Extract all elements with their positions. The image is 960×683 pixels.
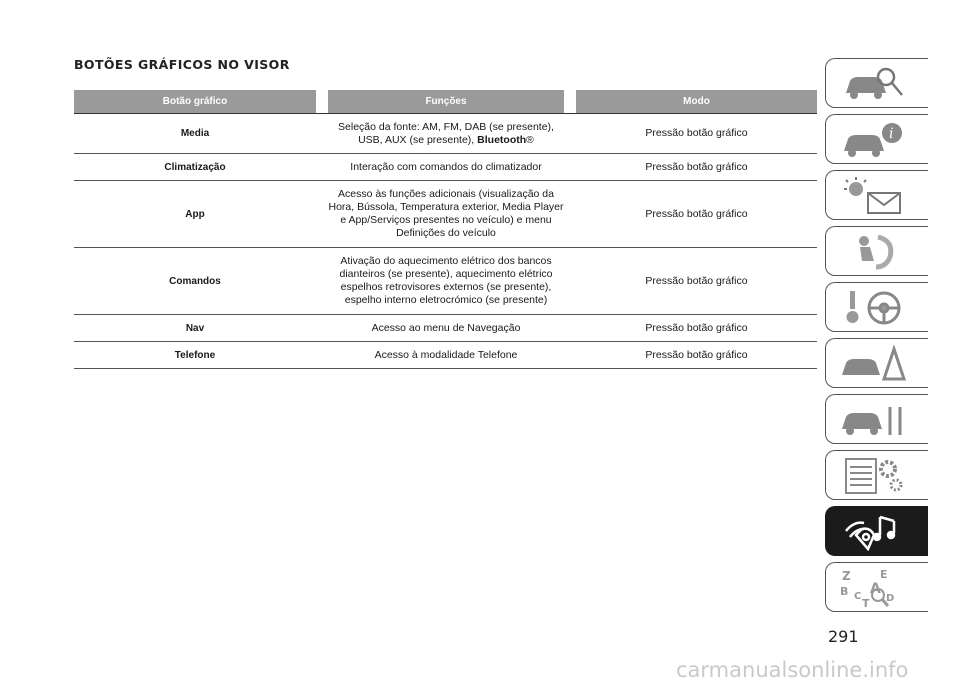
function-text: USB, AUX (se presente),	[358, 133, 478, 146]
document-gear-icon	[840, 457, 910, 495]
cell-button: Telefone	[174, 349, 216, 361]
table-row	[74, 154, 817, 181]
cell-mode: Pressão botão gráfico	[645, 321, 748, 334]
header-functions: Funções	[328, 90, 564, 113]
tab-car-info[interactable]	[825, 114, 928, 164]
cell-mode: Pressão botão gráfico	[645, 127, 748, 139]
cell-mode: Pressão botão gráfico	[645, 207, 748, 220]
tab-multimedia[interactable]	[825, 506, 928, 556]
tab-index[interactable]	[825, 562, 928, 612]
cell-function: Acesso às funções adicionais (visualização da Hora, Bússola, Temperatura exterior, Media Player e App/Serviços presentes no veículo) e menu Definições do veículo	[328, 188, 564, 239]
warning-lights-envelope-icon	[840, 177, 910, 215]
table-row	[74, 181, 817, 248]
cell-button: Climatização	[164, 161, 226, 173]
page-number: 291	[828, 627, 859, 646]
table-header	[74, 90, 817, 113]
tab-starting-driving[interactable]	[825, 282, 928, 332]
index-letter: D	[886, 593, 895, 604]
registered-mark: ®	[526, 133, 534, 146]
car-warning-triangle-icon	[840, 345, 910, 383]
watermark: carmanualsonline.info	[676, 658, 909, 682]
header-mode: Modo	[576, 90, 817, 113]
tab-technical-data[interactable]	[825, 450, 928, 500]
cell-button: Media	[180, 128, 210, 139]
function-text: Seleção da fonte: AM, FM, DAB (se presente),	[338, 120, 554, 133]
car-info-icon	[840, 121, 910, 159]
index-letter: C	[854, 591, 862, 602]
graphic-buttons-table	[74, 90, 817, 369]
cell-function: Interação com comandos do climatizador	[350, 160, 542, 173]
header-button: Botão gráfico	[74, 90, 316, 113]
cell-mode: Pressão botão gráfico	[645, 160, 748, 173]
tab-emergency[interactable]	[825, 338, 928, 388]
svg-text:i: i	[889, 126, 894, 142]
tab-safety[interactable]	[825, 226, 928, 276]
multimedia-music-icon	[840, 513, 910, 551]
page-title: BOTÕES GRÁFICOS NO VISOR	[74, 57, 290, 72]
cell-button: Comandos	[169, 275, 221, 287]
table-row	[74, 342, 817, 369]
index-letter: B	[840, 585, 849, 598]
index-letter: T	[862, 597, 870, 607]
index-letter: Z	[842, 569, 851, 583]
table-row	[74, 315, 817, 342]
cell-function: Acesso à modalidade Telefone	[374, 348, 518, 361]
table-row	[74, 114, 817, 154]
cell-mode: Pressão botão gráfico	[645, 274, 748, 287]
car-magnifier-icon	[840, 65, 910, 103]
cell-button: App	[185, 208, 205, 220]
car-wrench-icon	[840, 401, 910, 439]
bluetooth-label: Bluetooth	[477, 133, 527, 146]
airbag-seat-icon	[840, 233, 910, 271]
index-letter: E	[880, 569, 888, 581]
alphabet-index-icon	[840, 569, 910, 607]
cell-function: Acesso ao menu de Navegação	[371, 321, 521, 334]
tab-car-magnifier[interactable]	[825, 58, 928, 108]
tab-lights-message[interactable]	[825, 170, 928, 220]
cell-function: Ativação do aquecimento elétrico dos bancos dianteiros (se presente), aquecimento elétrico espelhos retrovisores externos (se presente), espelho interno eletrocrómico (se presente)	[339, 255, 553, 306]
steering-wheel-key-icon	[840, 289, 910, 327]
tab-servicing[interactable]	[825, 394, 928, 444]
index-letter: A	[870, 581, 881, 597]
cell-function	[328, 121, 564, 147]
cell-mode: Pressão botão gráfico	[645, 348, 748, 361]
table-row	[74, 248, 817, 315]
cell-button: Nav	[185, 322, 205, 334]
